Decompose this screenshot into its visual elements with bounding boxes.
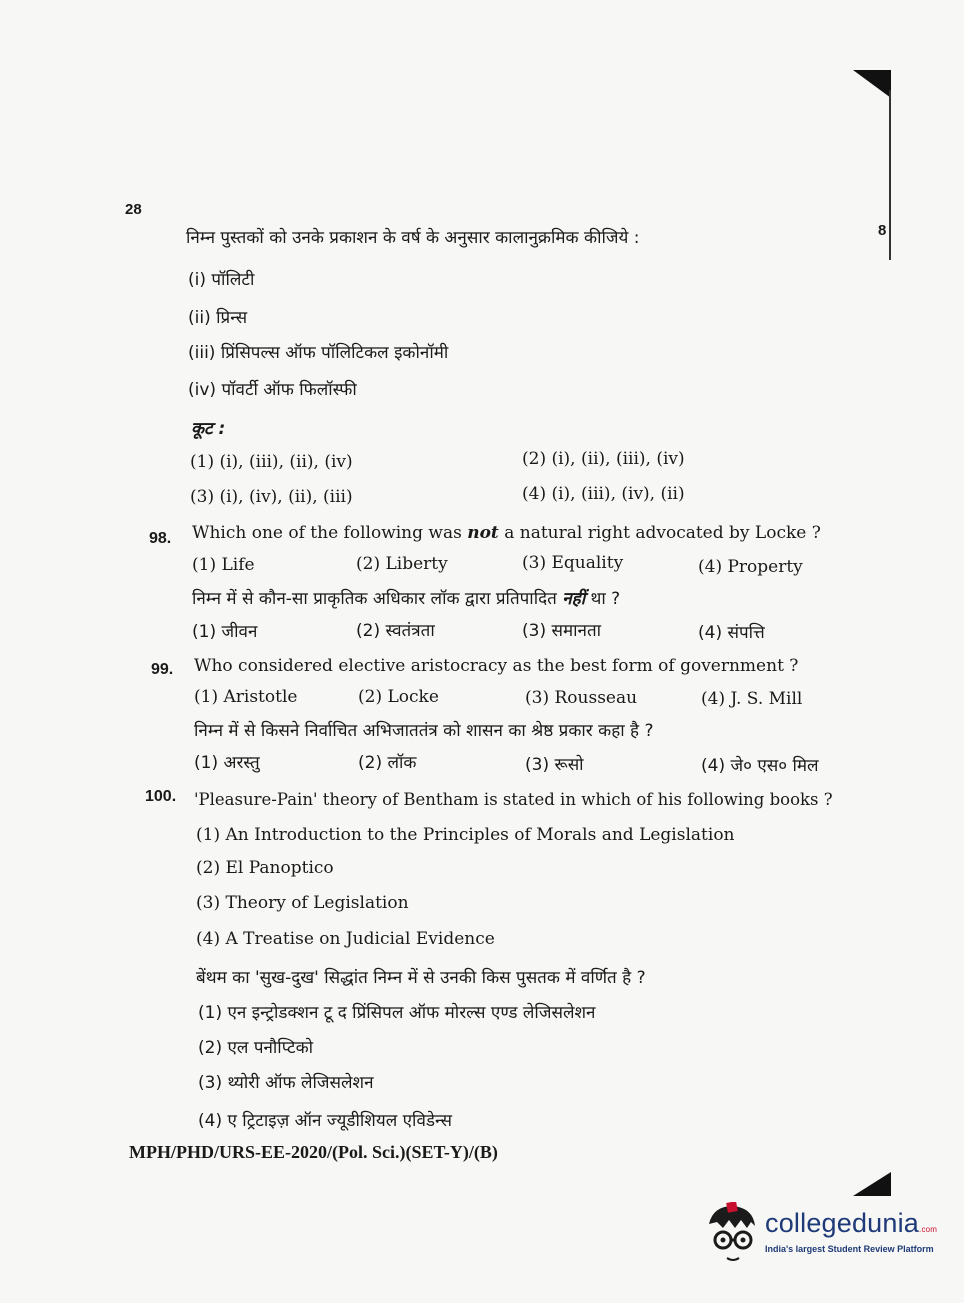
q99-option-hi: (1) अरस्तु bbox=[194, 753, 260, 773]
watermark-brand-suffix: .com bbox=[919, 1225, 938, 1234]
q99-option-hi: (4) जे० एस० मिल bbox=[701, 756, 819, 776]
q98-number: 98. bbox=[149, 530, 172, 547]
q97-stem: निम्न पुस्तकों को उनके प्रकाशन के वर्ष के अनुसार कालानुक्रमिक कीजिये : bbox=[186, 228, 640, 248]
document-footer-code: MPH/PHD/URS-EE-2020/(Pol. Sci.)(SET-Y)/(B) bbox=[129, 1142, 498, 1162]
q100-number: 100. bbox=[145, 788, 177, 805]
q97-item: (i) पॉलिटी bbox=[188, 270, 255, 290]
q98-option-hi: (3) समानता bbox=[522, 621, 602, 641]
q100-hindi: बेंथम का 'सुख-दुख' सिद्धांत निम्न में से उनकी किस पुसतक में वर्णित है ? bbox=[196, 968, 646, 988]
q100-option-en: (3) Theory of Legislation bbox=[196, 893, 409, 913]
q100-option-hi: (3) थ्योरी ऑफ लेजिसलेशन bbox=[198, 1073, 374, 1093]
q98-option-hi: (4) संपत्ति bbox=[698, 623, 765, 643]
q98-text: Which one of the following was not a natural right advocated by Locke ? bbox=[192, 523, 821, 543]
q99-option-en: (1) Aristotle bbox=[194, 687, 298, 707]
watermark-brand-name: collegedunia.com bbox=[765, 1208, 938, 1238]
q97-item: (ii) प्रिन्स bbox=[188, 308, 248, 328]
collegedunia-watermark bbox=[703, 1202, 938, 1272]
q98-hindi: निम्न में से कौन-सा प्राकृतिक अधिकार लॉक द्वारा प्रतिपादित नहीं था ? bbox=[192, 589, 621, 609]
q99-option-en: (2) Locke bbox=[358, 687, 439, 707]
q99-option-hi: (3) रूसो bbox=[525, 755, 584, 775]
q99-option-en: (4) J. S. Mill bbox=[701, 689, 803, 709]
q100-option-en: (1) An Introduction to the Principles of Morals and Legislation bbox=[196, 825, 735, 845]
q98-option-hi: (1) जीवन bbox=[192, 622, 258, 642]
q100-text: 'Pleasure-Pain' theory of Bentham is stated in which of his following books ? bbox=[194, 790, 833, 809]
side-mark: 8 bbox=[878, 222, 887, 239]
q98-emphasis: not bbox=[467, 523, 499, 543]
q97-option: (1) (i), (iii), (ii), (iv) bbox=[190, 452, 353, 472]
q98-option-en: (4) Property bbox=[698, 557, 803, 577]
q97-option: (4) (i), (iii), (iv), (ii) bbox=[522, 484, 685, 504]
q99-number: 99. bbox=[151, 661, 174, 678]
q97-code-label: कूट : bbox=[191, 419, 226, 439]
q100-option-en: (2) El Panoptico bbox=[196, 858, 334, 878]
q97-option: (3) (i), (iv), (ii), (iii) bbox=[190, 487, 353, 507]
q98-option-en: (1) Life bbox=[192, 555, 255, 575]
watermark-tagline: India's largest Student Review Platform bbox=[765, 1244, 934, 1254]
q98-option-en: (2) Liberty bbox=[356, 554, 448, 574]
q98-option-hi: (2) स्वतंत्रता bbox=[356, 621, 435, 641]
q99-hindi: निम्न में से किसने निर्वाचित अभिजाततंत्र को शासन का श्रेष्ठ प्रकार कहा है ? bbox=[194, 721, 654, 741]
q98-hindi-emphasis: नहीं bbox=[562, 589, 586, 609]
scan-corner-mark-bottom bbox=[853, 1172, 891, 1196]
q97-option: (2) (i), (ii), (iii), (iv) bbox=[522, 449, 685, 469]
q100-option-hi: (2) एल पनौप्टिको bbox=[198, 1038, 314, 1058]
q99-option-hi: (2) लॉक bbox=[358, 753, 417, 773]
q100-option-hi: (4) ए ट्रिटाइज़ ऑन ज्यूडीशियल एविडेन्स bbox=[198, 1111, 452, 1131]
q99-option-en: (3) Rousseau bbox=[525, 688, 638, 708]
q98-option-en: (3) Equality bbox=[522, 553, 624, 573]
q100-option-hi: (1) एन इन्ट्रोडक्शन टू द प्रिंसिपल ऑफ मोरल्स एण्ड लेजिसलेशन bbox=[198, 1003, 596, 1023]
q97-item: (iv) पॉवर्टी ऑफ फिलॉस्फी bbox=[188, 380, 357, 400]
mascot-face-icon bbox=[703, 1202, 761, 1264]
scan-corner-mark-top bbox=[853, 70, 891, 98]
page-number: 28 bbox=[125, 201, 142, 218]
q99-text: Who considered elective aristocracy as the best form of government ? bbox=[194, 656, 799, 676]
q97-item: (iii) प्रिंसिपल्स ऑफ पॉलिटिकल इकोनॉमी bbox=[188, 343, 449, 363]
q100-option-en: (4) A Treatise on Judicial Evidence bbox=[196, 929, 495, 949]
scan-edge-line bbox=[889, 90, 891, 260]
